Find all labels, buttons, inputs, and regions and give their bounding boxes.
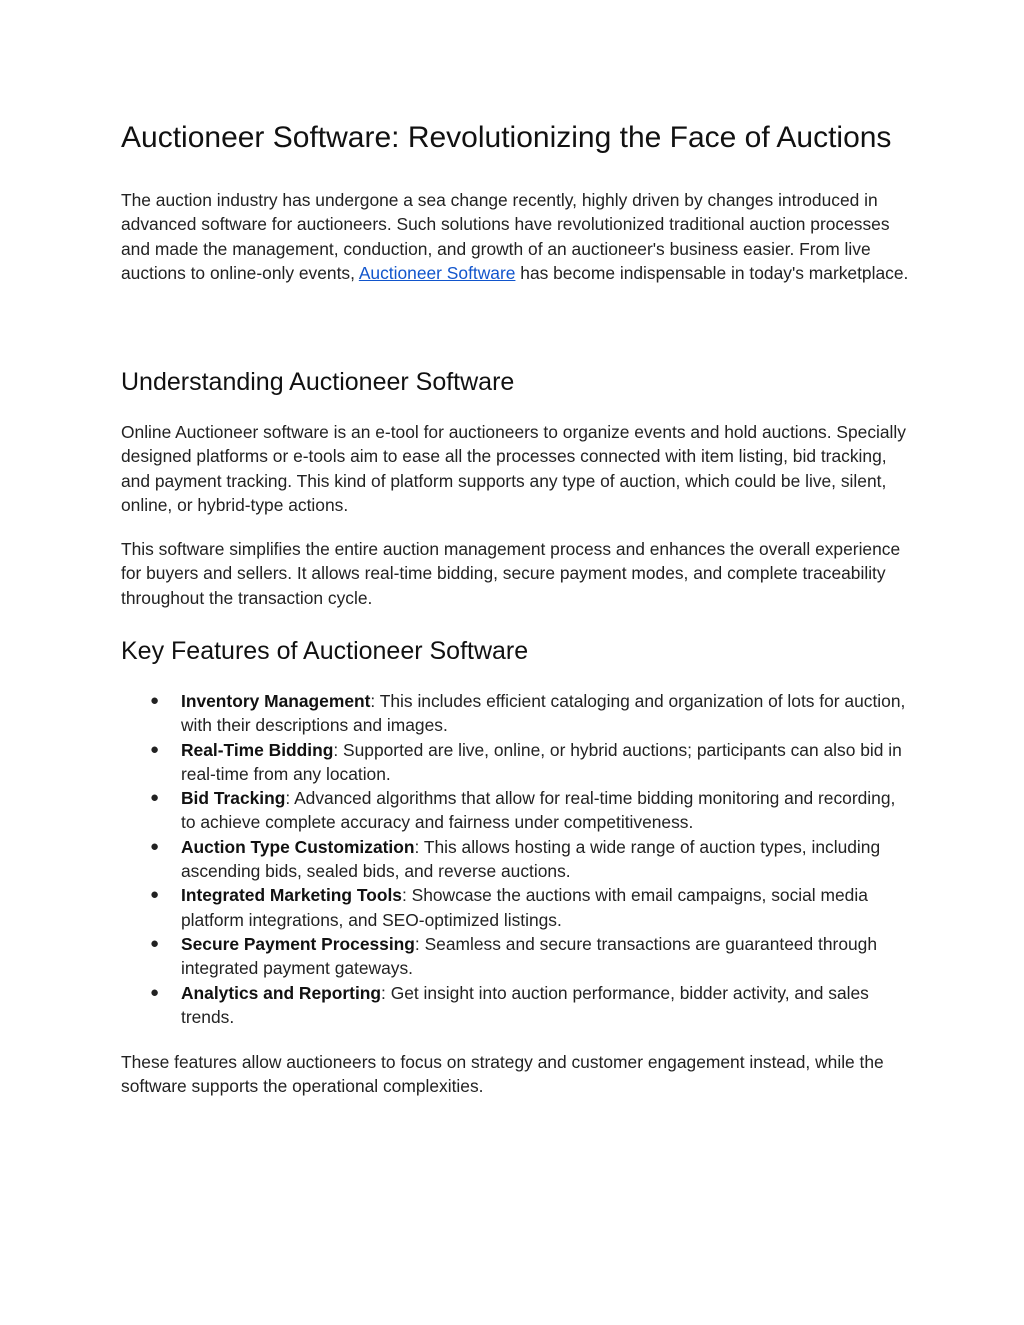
auctioneer-software-link[interactable]: Auctioneer Software xyxy=(358,262,516,283)
closing-paragraph: These features allow auctioneers to focus on strategy and customer engagement instead, while the software supports the operational complexities. xyxy=(121,1052,884,1097)
list-item xyxy=(121,932,911,981)
list-item xyxy=(121,835,911,884)
bullet-icon: ● xyxy=(150,837,160,855)
intro-text-end: has become indispensable in today's marketplace. xyxy=(515,262,909,283)
feature-description: : Advanced algorithms that allow for real-time bidding monitoring and recording, to achieve complete accuracy and fairness under competitiveness. xyxy=(181,788,896,833)
feature-description: : This allows hosting a wide range of auction types, including ascending bids, sealed bids, and reverse auctions. xyxy=(181,836,881,882)
feature-description: : Showcase the auctions with email campaigns, social media platform integrations, and SEO-optimized listings. xyxy=(181,885,868,930)
list-item xyxy=(121,786,911,835)
feature-term: Auction Type Customization xyxy=(181,836,415,857)
bullet-icon: ● xyxy=(150,886,160,904)
section-heading-understanding: Understanding Auctioneer Software xyxy=(121,368,515,396)
intro-text-start: The auction industry has undergone a sea change recently, highly driven by changes introduced in advanced software for auctioneers. Such solutions have revolutionized traditional auction processes and made the management, conduction, and growth of an auctioneer's business easier. From live auctions to online-only events, xyxy=(121,190,890,283)
bullet-icon: ● xyxy=(150,934,160,952)
feature-term: Secure Payment Processing xyxy=(181,933,415,954)
list-item xyxy=(121,738,911,787)
document-title: Auctioneer Software: Revolutionizing the Face of Auctions xyxy=(121,121,892,154)
feature-term: Inventory Management xyxy=(181,691,371,711)
bullet-icon: ● xyxy=(150,983,160,1001)
bullet-icon: ● xyxy=(150,740,160,758)
understanding-paragraph-1: Online Auctioneer software is an e-tool for auctioneers to organize events and hold auctions. Specially designed platforms or e-tools aim to ease all the processes connected with item listing, bid tracking, and payment tracking. This kind of platform supports any type of auction, which could be live, silent, online, or hybrid-type actions. xyxy=(121,422,906,515)
list-item xyxy=(121,981,911,1030)
feature-description: : Get insight into auction performance, bidder activity, and sales trends. xyxy=(181,982,869,1027)
bullet-icon: ● xyxy=(150,692,160,709)
feature-term: Real-Time Bidding xyxy=(181,739,334,760)
list-item xyxy=(121,883,911,932)
feature-term: Analytics and Reporting xyxy=(181,982,382,1003)
feature-description: : Seamless and secure transactions are guaranteed through integrated payment gateways. xyxy=(181,933,878,979)
understanding-paragraph-2: This software simplifies the entire auction management process and enhances the overall experience for buyers and sellers. It allows real-time bidding, secure payment modes, and complete traceability throughout the transaction cycle. xyxy=(121,539,901,608)
features-list xyxy=(121,689,911,1029)
feature-term: Integrated Marketing Tools xyxy=(181,885,402,906)
bullet-icon: ● xyxy=(150,789,160,807)
feature-description: : Supported are live, online, or hybrid auctions; participants can also bid in real-time from any location. xyxy=(181,739,902,784)
section-heading-key-features: Key Features of Auctioneer Software xyxy=(121,637,529,665)
intro-paragraph xyxy=(121,188,911,285)
list-item xyxy=(121,689,911,738)
feature-term: Bid Tracking xyxy=(181,788,286,809)
feature-description: : This includes efficient cataloging and organization of lots for auction, with their descriptions and images. xyxy=(181,691,906,736)
